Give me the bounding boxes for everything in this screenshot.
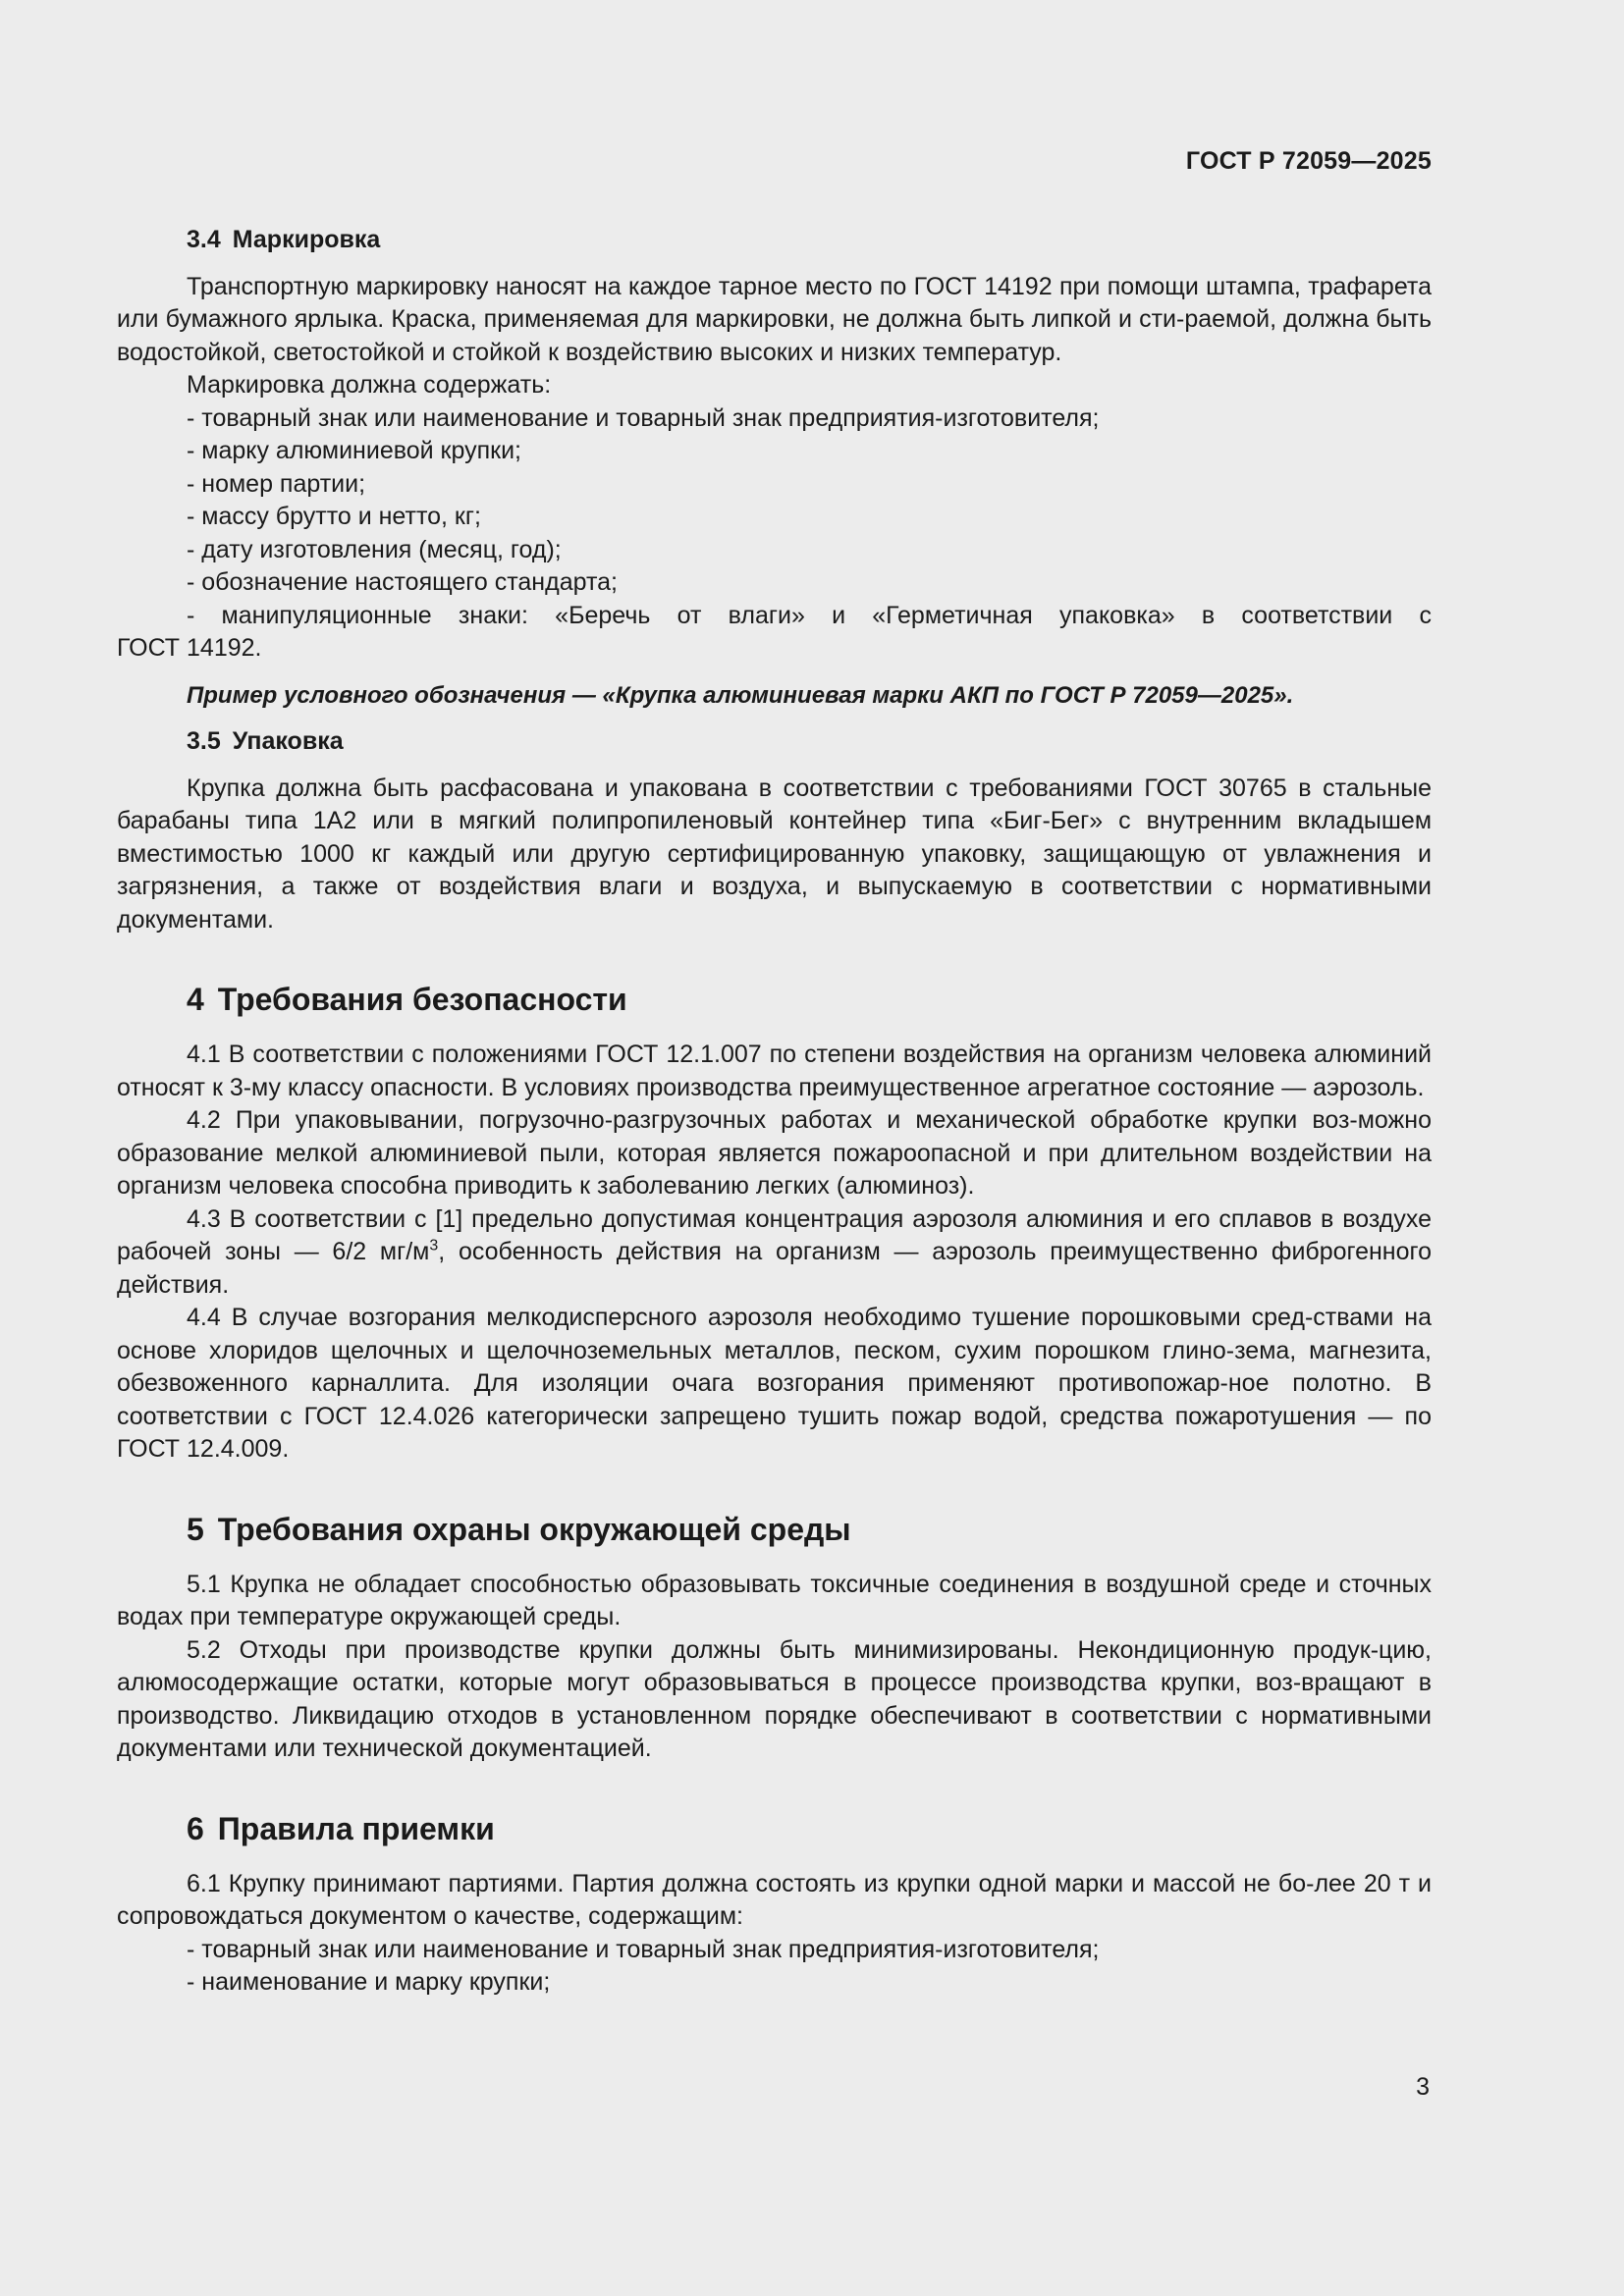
marking-list — [117, 402, 1432, 633]
section-heading-6 — [117, 1809, 1432, 1848]
document-code-header: ГОСТ Р 72059—2025 — [1185, 147, 1432, 175]
list-item: - номер партии; — [187, 469, 366, 498]
section-title: Правила приемки — [217, 1810, 495, 1846]
acceptance-document-list — [117, 1934, 1432, 2000]
subsection-heading-3-4 — [117, 224, 1432, 257]
section-number: 4 — [187, 982, 204, 1017]
paragraph-3-4-marking: Транспортную маркировку наносят на каждое тарное место по ГОСТ 14192 при помощи штампа, трафарета или бумажного ярлыка. Краска, применяемая для маркировки, не должна быть липкой и сти-раемой, должна быть водостойкой, светостойкой и стойкой к воздействию высоких и низких температур. — [117, 272, 1432, 366]
subsection-title: Маркировка — [232, 226, 381, 253]
paragraph-3-5-packaging: Крупка должна быть расфасована и упакована в соответствии с требованиями ГОСТ 30765 в стальные барабаны типа 1А2 или в мягкий полипропиленовый контейнер типа «Биг-Бег» с внутренним вкладышем вместимостью 1000 кг каждый или другую сертифицированную упаковку, защищающую от увлажнения и загрязнения, а также от воздействия влаги и воздуха, и выпускаемую в соответствии с нормативными документами. — [117, 774, 1432, 934]
section-number: 5 — [187, 1511, 204, 1547]
page-number: 3 — [1416, 2073, 1430, 2101]
list-item: - товарный знак или наименование и товарный знак предприятия-изготовителя; — [187, 403, 1100, 432]
subsection-number: 3.5 — [187, 727, 221, 755]
paragraph-6-1: 6.1 Крупку принимают партиями. Партия должна состоять из крупки одной марки и массой не бо-лее 20 т и сопровождаться документом о качестве, содержащим: — [117, 1869, 1432, 1930]
list-item: - марку алюминиевой крупки; — [187, 437, 521, 464]
paragraph-3-4-contents-intro: Маркировка должна содержать: — [187, 371, 552, 399]
paragraph-4-3-text-cont: , особенность действия на организм — аэрозоль преимущественно фиброгенного действия. — [117, 1238, 1432, 1299]
paragraph-4-4: 4.4 В случае возгорания мелкодисперсного аэрозоля необходимо тушение порошковыми сред-ствами на основе хлоридов щелочных и щелочноземельных металлов, песком, сухим порошком глино-зема, магнезита, обезвоженного карналлита. Для изоляции очага возгорания применяют противопожар-ное полотно. В соответствии с ГОСТ 12.4.026 категорически запрещено тушить пожар водой, средства пожаротушения — по ГОСТ 12.4.009. — [117, 1304, 1432, 1463]
list-item-continuation: ГОСТ 14192. — [117, 634, 262, 662]
paragraph-4-3-text: 4.3 В соответствии с [1] предельно допустимая концентрация аэрозоля алюминия и его сплавов в воздухе рабочей зоны — 6/2 мг/м — [117, 1204, 1432, 1265]
section-heading-4 — [117, 980, 1432, 1019]
section-heading-5 — [117, 1510, 1432, 1549]
section-title: Требования безопасности — [217, 982, 627, 1017]
designation-example: Пример условного обозначения — «Крупка алюминиевая марки АКП по ГОСТ Р 72059—2025». — [187, 681, 1294, 709]
list-item: - массу брутто и нетто, кг; — [187, 503, 481, 530]
section-title: Требования охраны окружающей среды — [217, 1511, 851, 1547]
list-item: - товарный знак или наименование и товарный знак предприятия-изготовителя; — [187, 1935, 1100, 1963]
paragraph-5-2: 5.2 Отходы при производстве крупки должны быть минимизированы. Некондиционную продук-цию, алюмосодержащие остатки, которые могут образовываться в процессе производства крупки, воз-вращают в производство. Ликвидацию отходов в установленном порядке обеспечивают в соответствии с нормативными документами или технической документацией. — [117, 1635, 1432, 1762]
subsection-number: 3.4 — [187, 226, 221, 253]
list-item: - обозначение настоящего стандарта; — [187, 568, 618, 596]
subsection-title: Упаковка — [232, 727, 344, 755]
superscript: 3 — [429, 1237, 439, 1255]
subsection-heading-3-5 — [117, 725, 1432, 759]
list-item: - наименование и марку крупки; — [187, 1968, 551, 1996]
list-item: - манипуляционные знаки: «Беречь от влаги» и «Герметичная упаковка» в соответствии с — [187, 601, 1432, 629]
paragraph-5-1: 5.1 Крупка не обладает способностью образовывать токсичные соединения в воздушной среде и сточных водах при температуре окружающей среды. — [117, 1570, 1432, 1630]
paragraph-4-1: 4.1 В соответствии с положениями ГОСТ 12.1.007 по степени воздействия на организм человека алюминий относят к 3-му классу опасности. В условиях производства преимущественное агрегатное состояние — аэрозоль. — [117, 1041, 1432, 1101]
paragraph-4-3 — [117, 1203, 1432, 1303]
page-content — [117, 224, 1432, 2000]
section-number: 6 — [187, 1810, 204, 1846]
list-item: - дату изготовления (месяц, год); — [187, 535, 562, 563]
paragraph-4-2: 4.2 При упаковывании, погрузочно-разгрузочных работах и механической обработке крупки воз-можно образование мелкой алюминиевой пыли, которая является пожароопасной и при длительном воздействии на организм человека способна приводить к заболеванию легких (алюминоз). — [117, 1106, 1432, 1200]
